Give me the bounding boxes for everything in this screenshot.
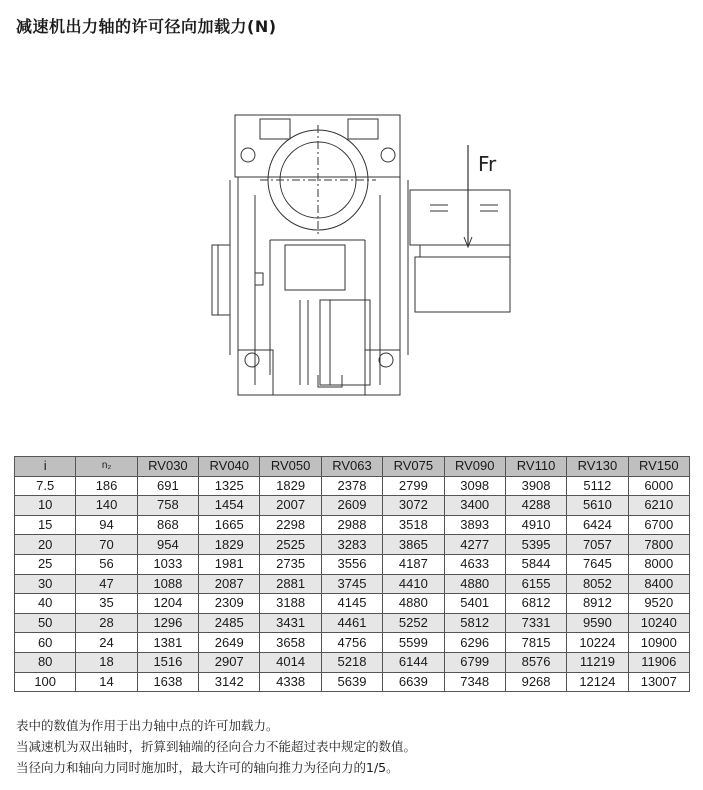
table-cell: 4145	[321, 594, 382, 614]
table-cell: 2907	[199, 652, 260, 672]
table-row	[15, 672, 690, 692]
column-header: RV075	[383, 457, 444, 477]
table-cell: 7057	[567, 535, 628, 555]
table-cell: 3556	[321, 554, 382, 574]
table-cell: 4880	[444, 574, 505, 594]
table-cell: 10240	[628, 613, 689, 633]
table-cell: 3518	[383, 515, 444, 535]
table-cell: 5401	[444, 594, 505, 614]
column-header: RV090	[444, 457, 505, 477]
table-row	[15, 496, 690, 516]
notes	[16, 715, 416, 778]
table-cell: 4410	[383, 574, 444, 594]
table-cell: 4910	[505, 515, 566, 535]
table-cell: 2525	[260, 535, 321, 555]
table-cell: 1829	[260, 476, 321, 496]
table-cell: 13007	[628, 672, 689, 692]
table-cell: 9590	[567, 613, 628, 633]
table-row	[15, 574, 690, 594]
table-cell: 1296	[137, 613, 198, 633]
table-cell: 4461	[321, 613, 382, 633]
radial-load-table	[14, 456, 690, 692]
table-cell: 25	[15, 554, 76, 574]
table-cell: 5395	[505, 535, 566, 555]
table-cell: 1033	[137, 554, 198, 574]
column-header: RV040	[199, 457, 260, 477]
note-line: 表中的数值为作用于出力轴中点的许可加载力。	[16, 718, 279, 733]
table-cell: 2007	[260, 496, 321, 516]
table-cell: 7.5	[15, 476, 76, 496]
table-cell: 868	[137, 515, 198, 535]
column-header: RV030	[137, 457, 198, 477]
table-cell: 3745	[321, 574, 382, 594]
table-cell: 1665	[199, 515, 260, 535]
table-cell: 10224	[567, 633, 628, 653]
table-cell: 2735	[260, 554, 321, 574]
table-cell: 2087	[199, 574, 260, 594]
table-cell: 140	[76, 496, 137, 516]
table-cell: 1454	[199, 496, 260, 516]
table-cell: 10900	[628, 633, 689, 653]
table-cell: 7348	[444, 672, 505, 692]
table-cell: 35	[76, 594, 137, 614]
table-cell: 5218	[321, 652, 382, 672]
table-cell: 28	[76, 613, 137, 633]
table-cell: 691	[137, 476, 198, 496]
table-cell: 3865	[383, 535, 444, 555]
table-cell: 4633	[444, 554, 505, 574]
table-cell: 6424	[567, 515, 628, 535]
table-cell: 4288	[505, 496, 566, 516]
table-cell: 4187	[383, 554, 444, 574]
table-cell: 2649	[199, 633, 260, 653]
table-cell: 758	[137, 496, 198, 516]
table-cell: 4277	[444, 535, 505, 555]
table-cell: 3400	[444, 496, 505, 516]
table-cell: 5599	[383, 633, 444, 653]
table-cell: 1204	[137, 594, 198, 614]
left-flange	[212, 245, 230, 315]
table-cell: 8052	[567, 574, 628, 594]
table-cell: 6639	[383, 672, 444, 692]
table-cell: 3431	[260, 613, 321, 633]
note-line: 当径向力和轴向力同时施加时，最大许可的轴向推力为径向力的1/5。	[16, 760, 399, 775]
table-cell: 7331	[505, 613, 566, 633]
table-cell: 8576	[505, 652, 566, 672]
column-header: RV110	[505, 457, 566, 477]
table-cell: 5610	[567, 496, 628, 516]
table-row	[15, 633, 690, 653]
column-header: RV050	[260, 457, 321, 477]
table-cell: 2988	[321, 515, 382, 535]
table-cell: 5112	[567, 476, 628, 496]
table-cell: 100	[15, 672, 76, 692]
input-shaft-hub	[410, 190, 510, 245]
column-header: n₂	[76, 457, 137, 477]
table-cell: 12124	[567, 672, 628, 692]
note-line: 当减速机为双出轴时，折算到轴端的径向合力不能超过表中规定的数值。	[16, 739, 417, 754]
table-cell: 5812	[444, 613, 505, 633]
table-cell: 6000	[628, 476, 689, 496]
table-cell: 9520	[628, 594, 689, 614]
table-cell: 6812	[505, 594, 566, 614]
column-header: RV063	[321, 457, 382, 477]
table-cell: 6144	[383, 652, 444, 672]
table-cell: 3893	[444, 515, 505, 535]
force-label: Fr	[478, 152, 497, 176]
table-cell: 94	[76, 515, 137, 535]
column-header: RV150	[628, 457, 689, 477]
table-cell: 10	[15, 496, 76, 516]
table-cell: 1981	[199, 554, 260, 574]
table-cell: 186	[76, 476, 137, 496]
table-cell: 40	[15, 594, 76, 614]
table-cell: 2799	[383, 476, 444, 496]
table-cell: 2485	[199, 613, 260, 633]
table-cell: 4880	[383, 594, 444, 614]
table-cell: 2298	[260, 515, 321, 535]
table-cell: 3142	[199, 672, 260, 692]
table-cell: 7815	[505, 633, 566, 653]
table-cell: 1516	[137, 652, 198, 672]
table-cell: 24	[76, 633, 137, 653]
table-cell: 8912	[567, 594, 628, 614]
table-row	[15, 613, 690, 633]
table-cell: 50	[15, 613, 76, 633]
table-cell: 3188	[260, 594, 321, 614]
housing-outline	[238, 177, 400, 395]
table-cell: 5844	[505, 554, 566, 574]
table-cell: 6210	[628, 496, 689, 516]
table-cell: 2609	[321, 496, 382, 516]
table-cell: 3283	[321, 535, 382, 555]
table-cell: 80	[15, 652, 76, 672]
table-cell: 3908	[505, 476, 566, 496]
table-cell: 4756	[321, 633, 382, 653]
table-cell: 7645	[567, 554, 628, 574]
table-cell: 8000	[628, 554, 689, 574]
table-row	[15, 535, 690, 555]
table-cell: 2881	[260, 574, 321, 594]
table-cell: 8400	[628, 574, 689, 594]
table-cell: 30	[15, 574, 76, 594]
table-cell: 6296	[444, 633, 505, 653]
table-cell: 3098	[444, 476, 505, 496]
table-row	[15, 554, 690, 574]
output-shaft	[415, 257, 510, 312]
table-cell: 60	[15, 633, 76, 653]
table-cell: 1638	[137, 672, 198, 692]
table-cell: 3072	[383, 496, 444, 516]
table-cell: 5252	[383, 613, 444, 633]
table-cell: 2309	[199, 594, 260, 614]
table-cell: 1381	[137, 633, 198, 653]
table-cell: 3658	[260, 633, 321, 653]
table-cell: 1325	[199, 476, 260, 496]
table-cell: 6799	[444, 652, 505, 672]
table-cell: 4014	[260, 652, 321, 672]
table-row	[15, 594, 690, 614]
table-cell: 11219	[567, 652, 628, 672]
column-header: i	[15, 457, 76, 477]
table-cell: 70	[76, 535, 137, 555]
gearbox-drawing	[200, 95, 520, 425]
table-cell: 11906	[628, 652, 689, 672]
column-header: RV130	[567, 457, 628, 477]
table-cell: 1088	[137, 574, 198, 594]
table-cell: 47	[76, 574, 137, 594]
table-cell: 15	[15, 515, 76, 535]
table-cell: 4338	[260, 672, 321, 692]
table-cell: 9268	[505, 672, 566, 692]
table-cell: 14	[76, 672, 137, 692]
table-cell: 1829	[199, 535, 260, 555]
table-cell: 6155	[505, 574, 566, 594]
table-body	[15, 476, 690, 692]
table-cell: 6700	[628, 515, 689, 535]
table-cell: 56	[76, 554, 137, 574]
table-cell: 5639	[321, 672, 382, 692]
page-title: 减速机出力轴的许可径向加载力(N)	[16, 17, 277, 36]
table-cell: 18	[76, 652, 137, 672]
table-row	[15, 652, 690, 672]
table-cell: 20	[15, 535, 76, 555]
table-row	[15, 515, 690, 535]
table-cell: 2378	[321, 476, 382, 496]
table-header-row	[15, 457, 690, 477]
table-row	[15, 476, 690, 496]
table-cell: 7800	[628, 535, 689, 555]
table-cell: 954	[137, 535, 198, 555]
